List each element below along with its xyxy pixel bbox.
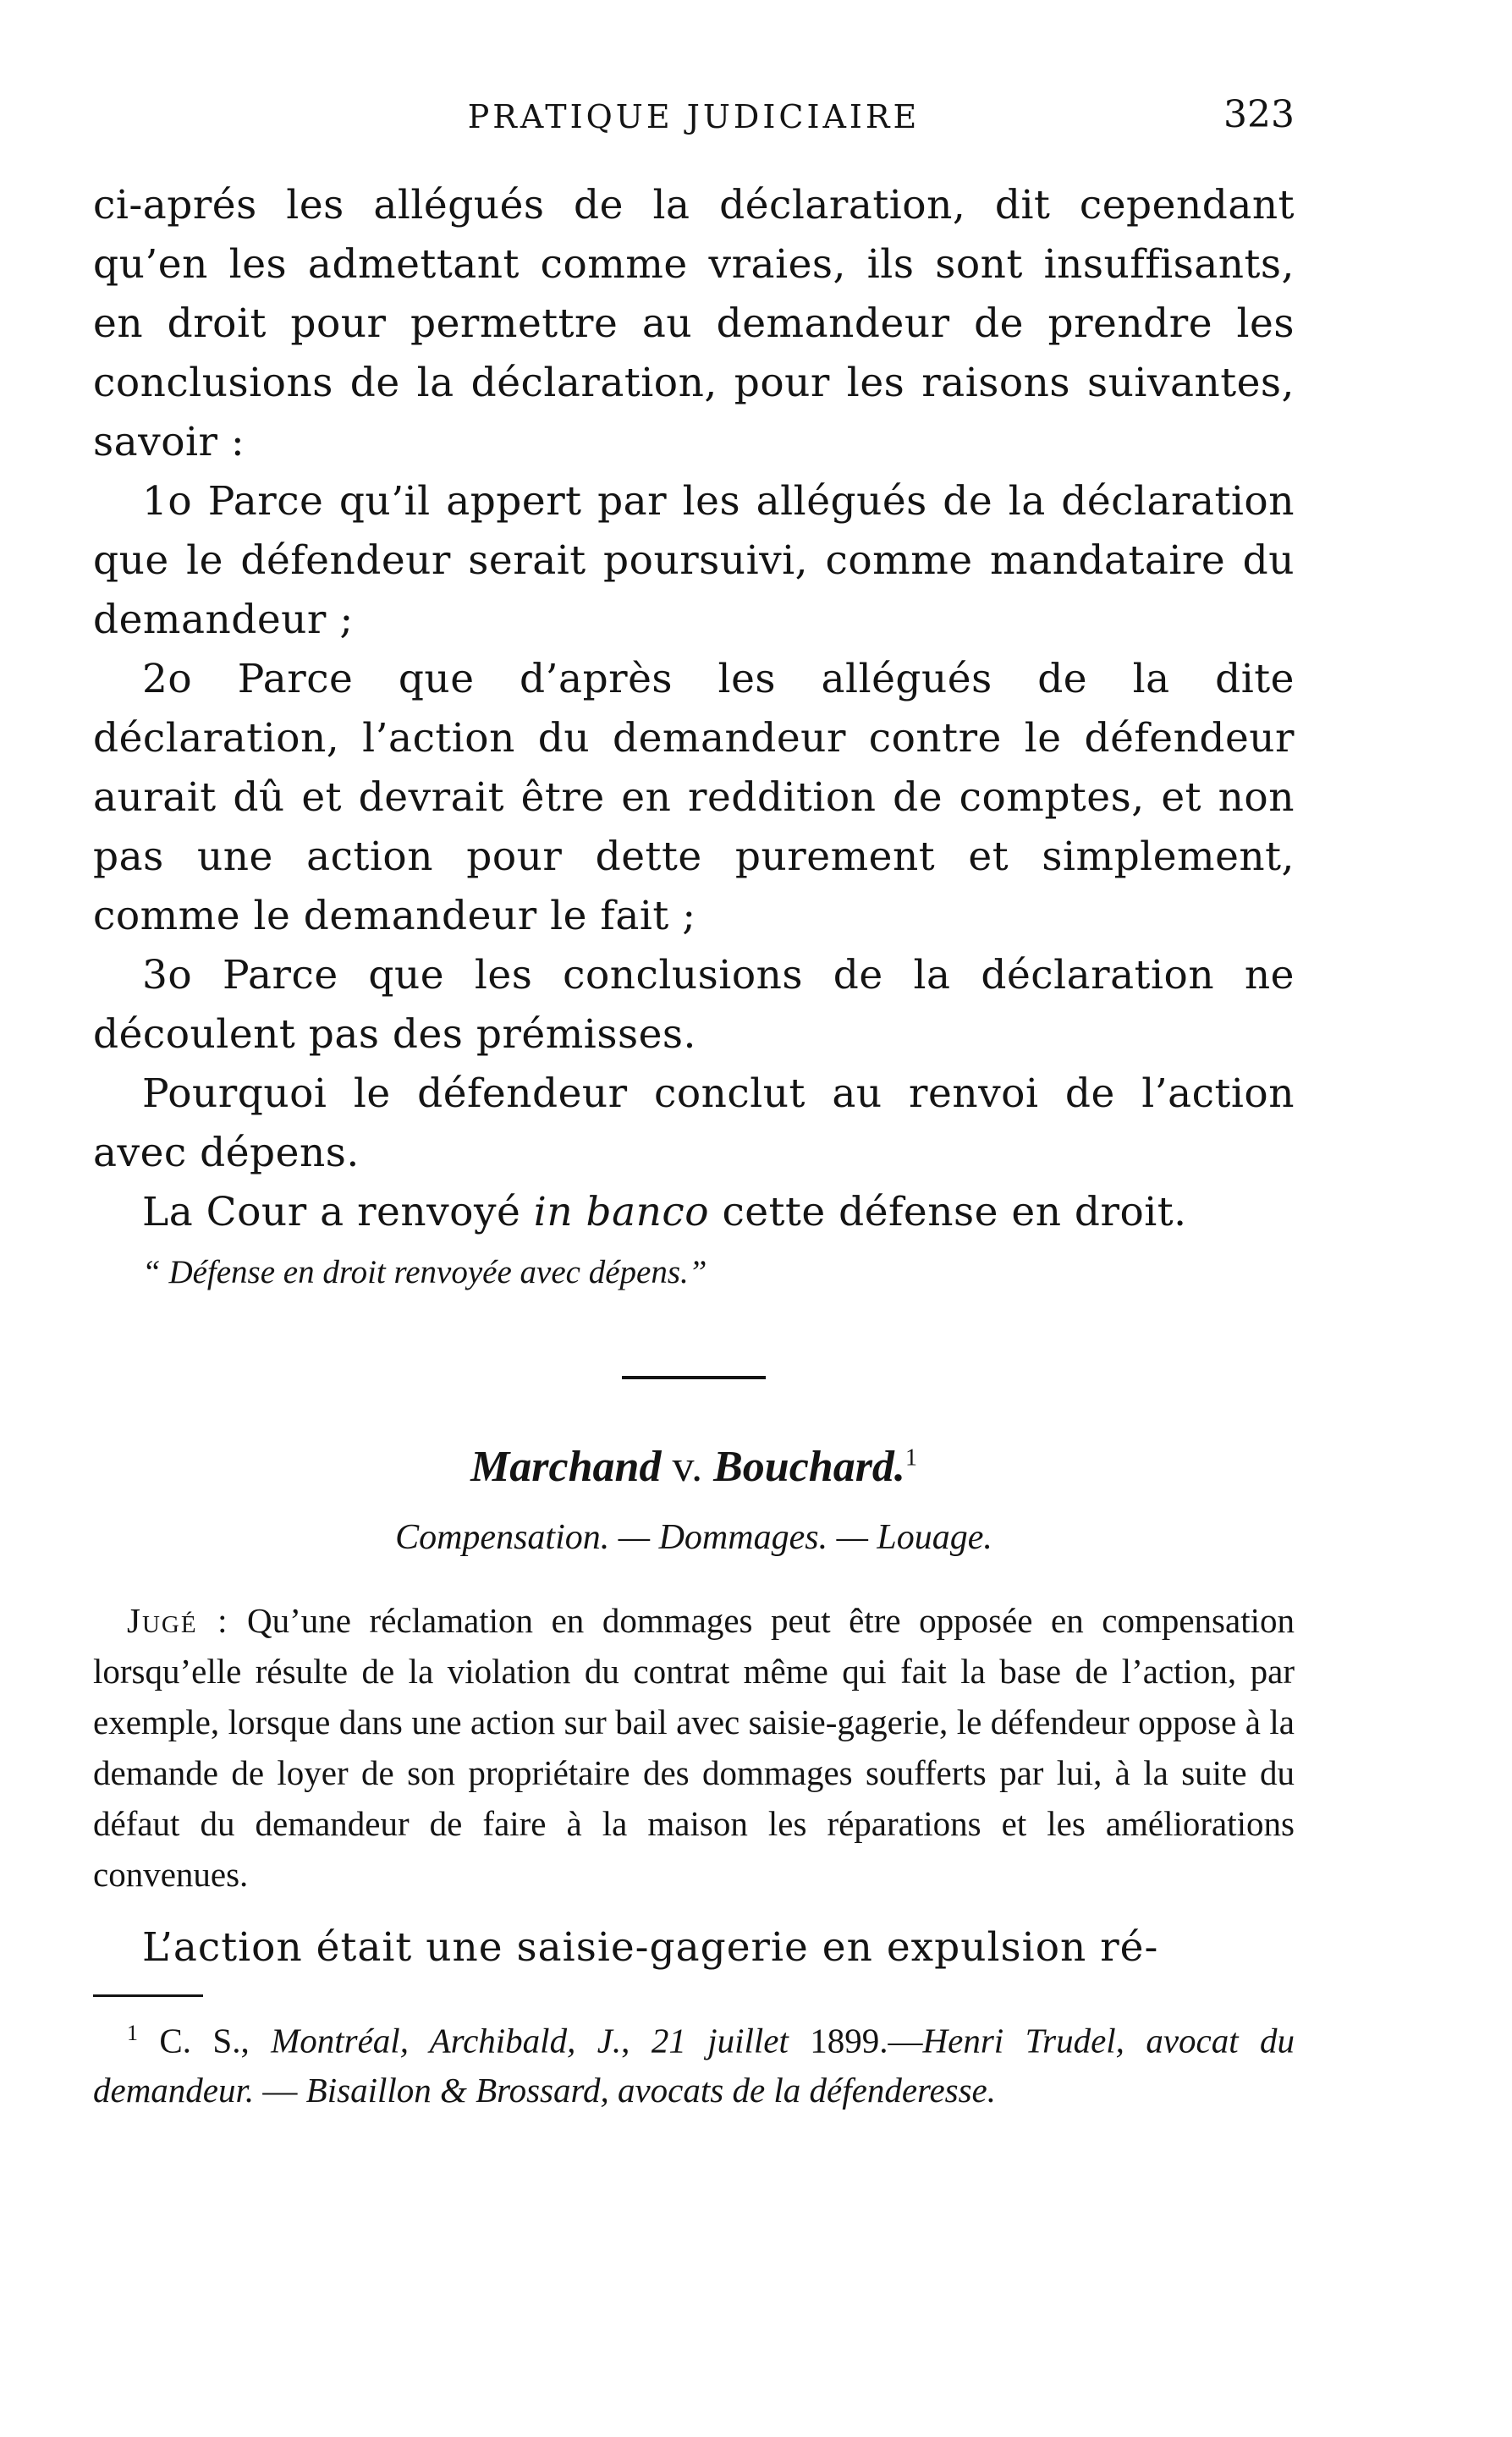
footnote-court: C. S., <box>159 2021 272 2060</box>
case-versus: v. <box>672 1443 703 1491</box>
court-ruling-text: La Cour a renvoyé <box>142 1189 534 1235</box>
footnote <box>93 2009 1295 2115</box>
footnote-separator: , <box>621 2021 652 2060</box>
court-ruling-text-end: cette défense en droit. <box>709 1189 1187 1235</box>
case-plaintiff: Marchand <box>470 1443 662 1491</box>
court-ruling-emphasis: in banco <box>533 1189 710 1235</box>
footnote-plaintiff-counsel: Henri Trudel, avocat du demandeur. <box>93 2021 1295 2110</box>
paragraph-reason-1: 1o Parce qu’il appert par les allégués de la déclaration que le défendeur serait poursuivi, comme mandataire du demandeur ; <box>93 478 1295 643</box>
judgment-quote: “ Défense en droit renvoyée avec dépens.” <box>142 1254 707 1290</box>
footnote-divider <box>93 1994 203 1997</box>
case-defendant: Bouchard. <box>713 1443 905 1491</box>
case-subjects: Compensation. — Dommages. — Louage. <box>395 1518 992 1557</box>
page-header <box>93 93 1295 144</box>
running-title: PRATIQUE JUDICIAIRE <box>467 98 921 135</box>
holding-text: Qu’une réclamation en dommages peut être opposée en compensation lorsqu’elle résulte de la violation du contrat même qui fait la base de l’action, par exemple, lorsque dans une action sur bail avec saisie-gagerie, le défendeur oppose à la demande de loyer de son propriétaire des dommages soufferts par lui, à la suite du défaut du demandeur de faire à la maison les réparations et les améliorations convenues. <box>93 1601 1295 1894</box>
footnote-mark: 1 <box>127 2021 138 2045</box>
paragraph-continuation: ci-aprés les allégués de la déclaration, dit cependant qu’en les admettant comme vraies, ils sont insuffisants, en droit pour permettre au demandeur de prendre les conclusions de la déclaration, pour les raisons suivantes, savoir : <box>93 182 1295 465</box>
paragraph-reason-3: 3o Parce que les conclusions de la déclaration ne découlent pas des prémisses. <box>93 952 1295 1058</box>
main-text <box>93 176 1295 1242</box>
case-holding <box>93 1595 1295 1900</box>
page-number: 323 <box>1223 93 1295 136</box>
footnote-place-judge: Montréal, Archibald, J. <box>271 2021 622 2060</box>
section-divider <box>622 1376 766 1379</box>
footnote-reference: 1 <box>904 1444 917 1472</box>
closing-line: L’action était une saisie-gagerie en expulsion ré- <box>142 1924 1159 1971</box>
footnote-defence-counsel: Bisaillon & Brossard, avocats de la défenderesse. <box>305 2070 997 2110</box>
page <box>93 93 1295 2115</box>
footnote-date: 21 juillet <box>651 2021 789 2060</box>
paragraph-conclusion: Pourquoi le défendeur conclut au renvoi de l’action avec dépens. <box>93 1070 1295 1176</box>
paragraph-court-ruling <box>93 1183 1295 1242</box>
paragraph-reason-2: 2o Parce que d’après les allégués de la dite déclaration, l’action du demandeur contre le défendeur aurait dû et devrait être en reddition de comptes, et non pas une action pour dette purement et simplement, comme le demandeur le fait ; <box>93 656 1295 939</box>
case-title <box>93 1442 1295 1492</box>
footnote-year: 1899.— <box>788 2021 923 2060</box>
footnote-separator-2: — <box>254 2070 306 2110</box>
holding-label: Jugé : <box>127 1601 229 1640</box>
